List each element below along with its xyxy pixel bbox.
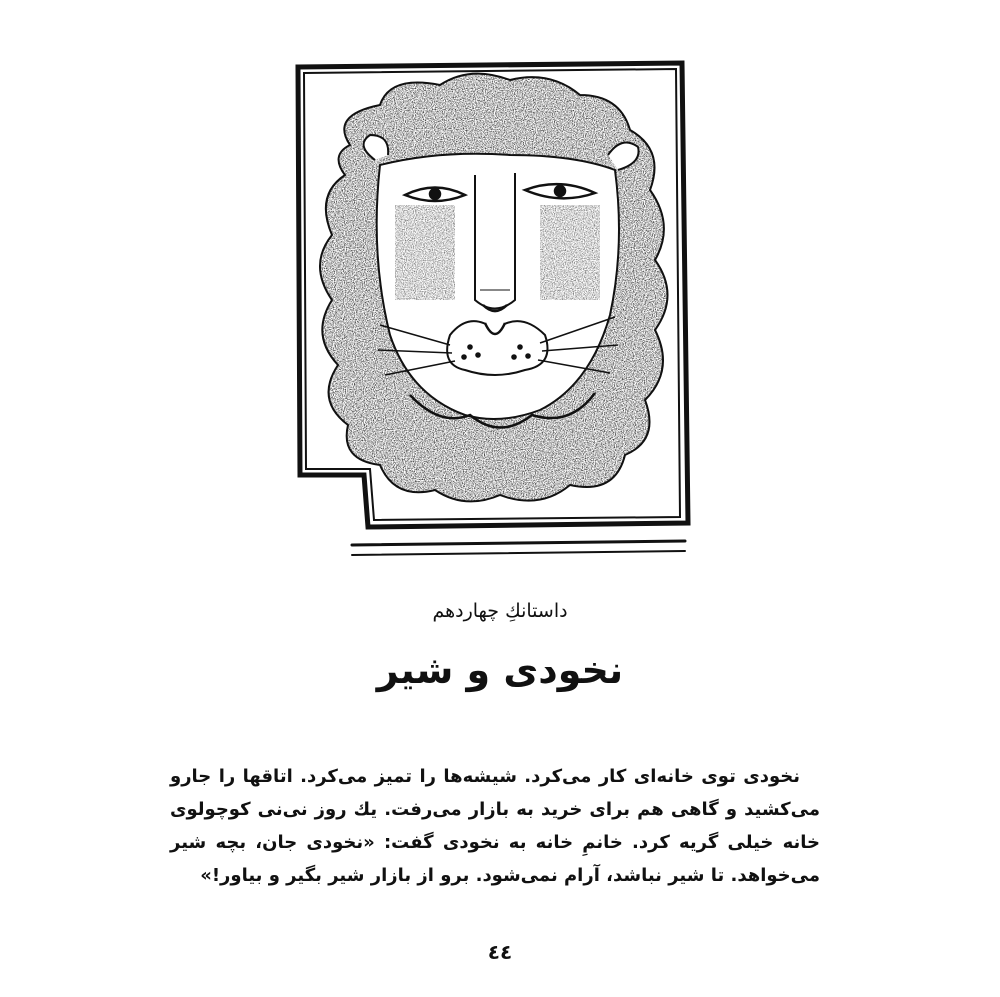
story-text [170, 760, 820, 892]
story-title: نخودی و شیر [376, 648, 624, 692]
page-number: ٤٤ [487, 940, 513, 964]
lion-illustration [270, 55, 710, 565]
story-number: داستانكِ چهاردهم [432, 600, 568, 622]
story-paragraph: نخودی توی خانه‌ای کار می‌کرد. شیشه‌ها را تمیز می‌کرد. اتاقها را جارو می‌کشید و گاهی هم برای خرید به بازار می‌رفت. یك روز نی‌نی کوچولوی خانه خیلی گریه کرد. خانمِ خانه به نخودی گفت: «نخودی جان، بچه شیر می‌خواهد. تا شیر نباشد، آرام نمی‌شود. برو از بازار شیر بگیر و بیاور!» [170, 766, 820, 886]
lion-muzzle [447, 321, 547, 375]
